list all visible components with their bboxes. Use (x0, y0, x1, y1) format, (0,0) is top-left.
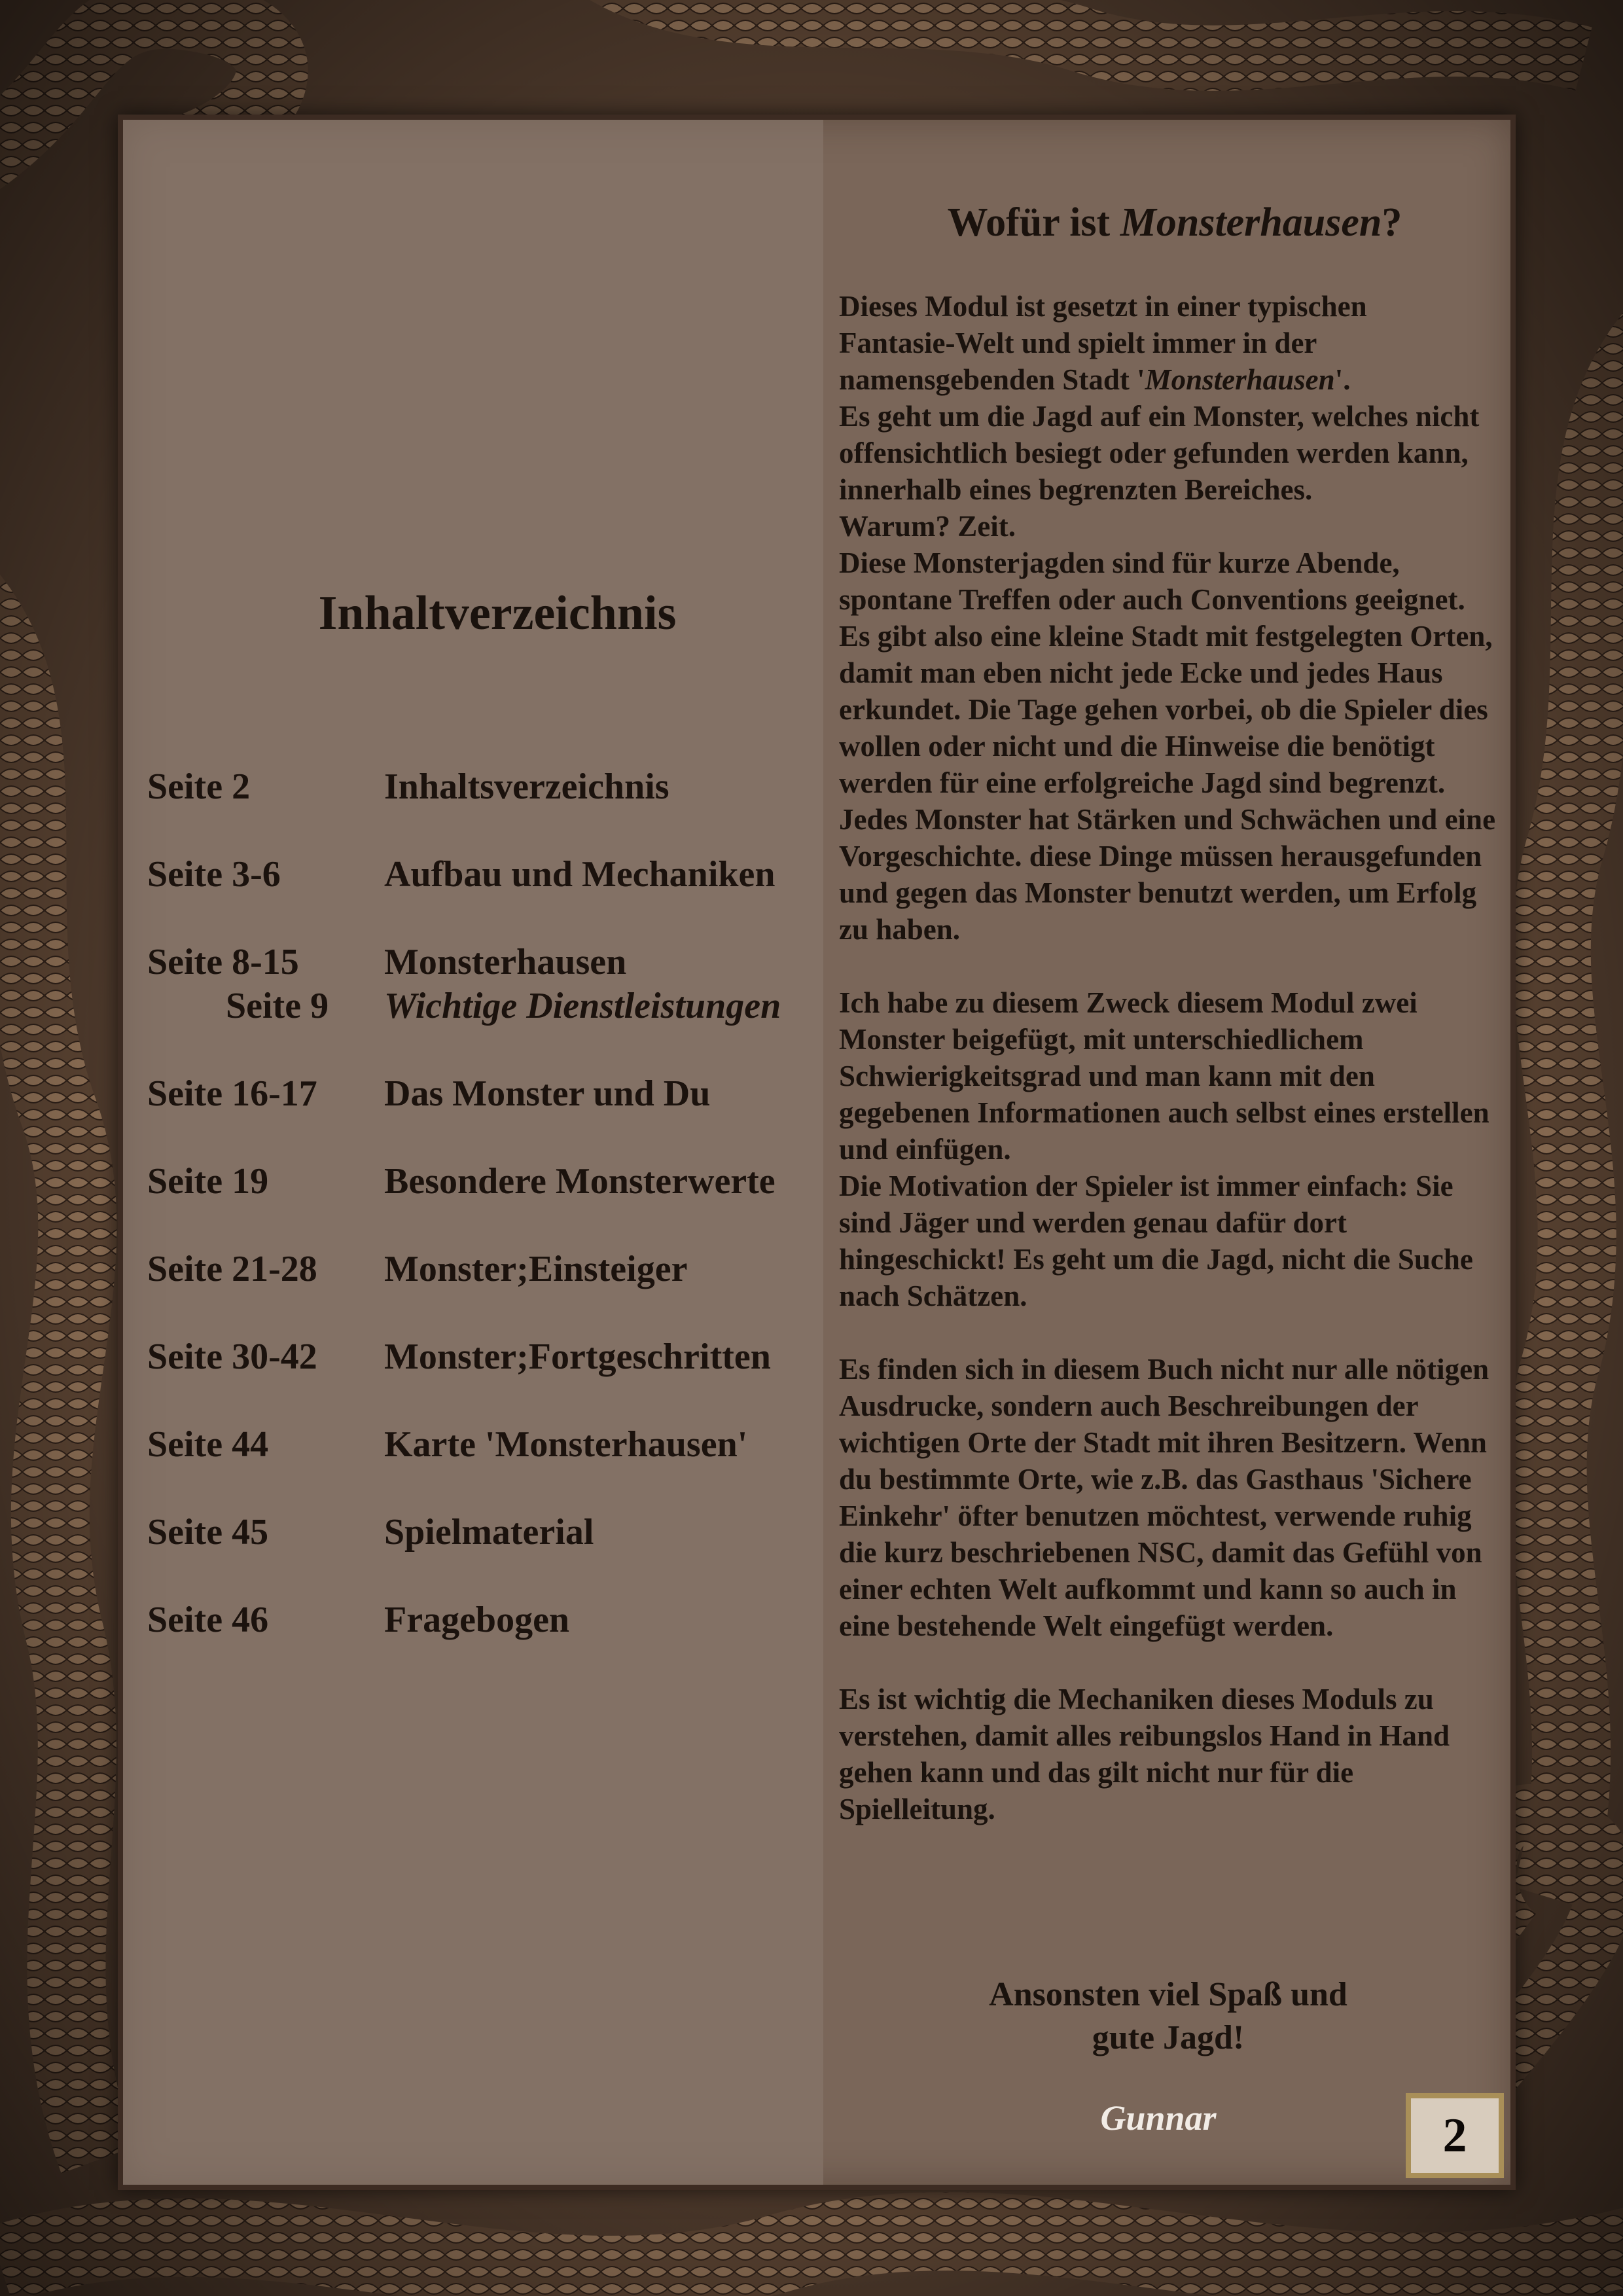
intro-line: Dieses Modul ist gesetzt in einer typischen (839, 290, 1367, 323)
intro-line: namensgebenden Stadt 'Monsterhausen'. (839, 363, 1351, 396)
intro-paragraph: Es geht um die Jagd auf ein Monster, welches nicht offensichtlich besiegt oder gefunden werden kann, innerhalb eines begrenzten Bereiches. (839, 400, 1480, 506)
toc-entry (147, 1248, 828, 1290)
toc-page: Seite 45 (147, 1512, 269, 1552)
toc-entry-title: Wichtige Dienstleistungen (384, 986, 781, 1026)
toc-entry-title: Das Monster und Du (384, 1073, 711, 1114)
closing-greeting: Ansonsten viel Spaß und gute Jagd! (989, 1976, 1347, 2056)
toc-entry-title: Karte 'Monsterhausen' (384, 1424, 748, 1465)
intro-paragraph: Es ist wichtig die Mechaniken dieses Moduls zu verstehen, damit alles reibungslos Hand in Hand gehen kann und das gilt nicht nur für die Spielleitung. (839, 1683, 1450, 1825)
toc-entry-title: Monster;Einsteiger (384, 1249, 688, 1289)
toc-page: Seite 19 (147, 1161, 269, 1202)
toc-page: Seite 46 (147, 1600, 269, 1640)
toc-page: Seite 30-42 (147, 1336, 317, 1377)
toc-page: Seite 8-15 (147, 942, 299, 982)
toc-entry (147, 1160, 828, 1202)
toc-entry-title: Fragebogen (384, 1600, 570, 1640)
intro-paragraph: Jedes Monster hat Stärken und Schwächen und eine Vorgeschichte. diese Dinge müssen herausgefunden und gegen das Monster benutzt werden, um Erfolg zu haben. (839, 803, 1496, 946)
page-number: 2 (1406, 2093, 1504, 2178)
toc-page: Seite 3-6 (147, 854, 281, 895)
toc-entry-title: Inhaltsverzeichnis (384, 766, 669, 807)
maze-background (123, 120, 823, 2185)
intro-paragraph: Ich habe zu diesem Zweck diesem Modul zwei Monster beigefügt, mit unterschiedlichem Schwierigkeitsgrad und man kann mit den gegebenen Informationen auch selbst eines erstellen und einfügen. (839, 986, 1489, 1166)
toc-page: Seite 16-17 (147, 1073, 317, 1114)
toc-entry (147, 853, 828, 895)
toc-entry-title: Aufbau und Mechaniken (384, 854, 776, 895)
toc-page: Seite 44 (147, 1424, 269, 1465)
toc-page: Seite 9 (226, 986, 329, 1026)
toc-entry (147, 1424, 828, 1465)
toc-entry-title: Monster;Fortgeschritten (384, 1336, 771, 1377)
toc-entry (147, 941, 828, 983)
intro-line: Fantasie-Welt und spielt immer in der (839, 327, 1317, 359)
toc-entry (147, 1073, 828, 1115)
intro-paragraph: Warum? Zeit. (839, 510, 1016, 543)
intro-body (839, 288, 1500, 1827)
author-signature: Gunnar (1100, 2098, 1217, 2138)
toc-entry-title: Spielmaterial (384, 1512, 594, 1552)
intro-heading: Wofür ist Monsterhausen? (947, 200, 1402, 245)
toc-page: Seite 21-28 (147, 1249, 317, 1289)
toc-page: Seite 2 (147, 766, 251, 807)
toc-title: Inhaltverzeichnis (318, 586, 677, 640)
toc-entry (147, 1511, 828, 1553)
toc-entry (147, 1336, 828, 1378)
toc-subentry (147, 985, 828, 1027)
intro-paragraph: Die Motivation der Spieler ist immer einfach: Sie sind Jäger und werden genau dafür dort hingeschickt! Es geht um die Jagd, nicht die Suche nach Schätzen. (839, 1170, 1473, 1312)
intro-paragraph: Diese Monsterjagden sind für kurze Abende, spontane Treffen oder auch Conventions geeignet. Es gibt also eine kleine Stadt mit festgelegten Orten, damit man eben nicht jede Ecke und jedes Haus erkundet. Die Tage gehen vorbei, ob die Spieler dies wollen oder nicht und die Hinweise die benötigt werden für eine erfolgreiche Jagd sind begrenzt. (839, 547, 1493, 799)
toc-entry (147, 766, 828, 808)
toc-entry-title: Besondere Monsterwerte (384, 1161, 776, 1202)
toc-entry-title: Monsterhausen (384, 942, 627, 982)
intro-paragraph: Es finden sich in diesem Buch nicht nur alle nötigen Ausdrucke, sondern auch Beschreibungen der wichtigen Orte der Stadt mit ihren Besitzern. Wenn du bestimmte Orte, wie z.B. das Gasthaus 'Sichere Einkehr' öfter benutzen möchtest, verwende ruhig die kurz beschriebenen NSC, damit das Gefühl von einer echten Welt aufkommt und kann so auch in eine bestehende Welt eingefügt werden. (839, 1353, 1489, 1642)
toc-entry (147, 1599, 828, 1641)
